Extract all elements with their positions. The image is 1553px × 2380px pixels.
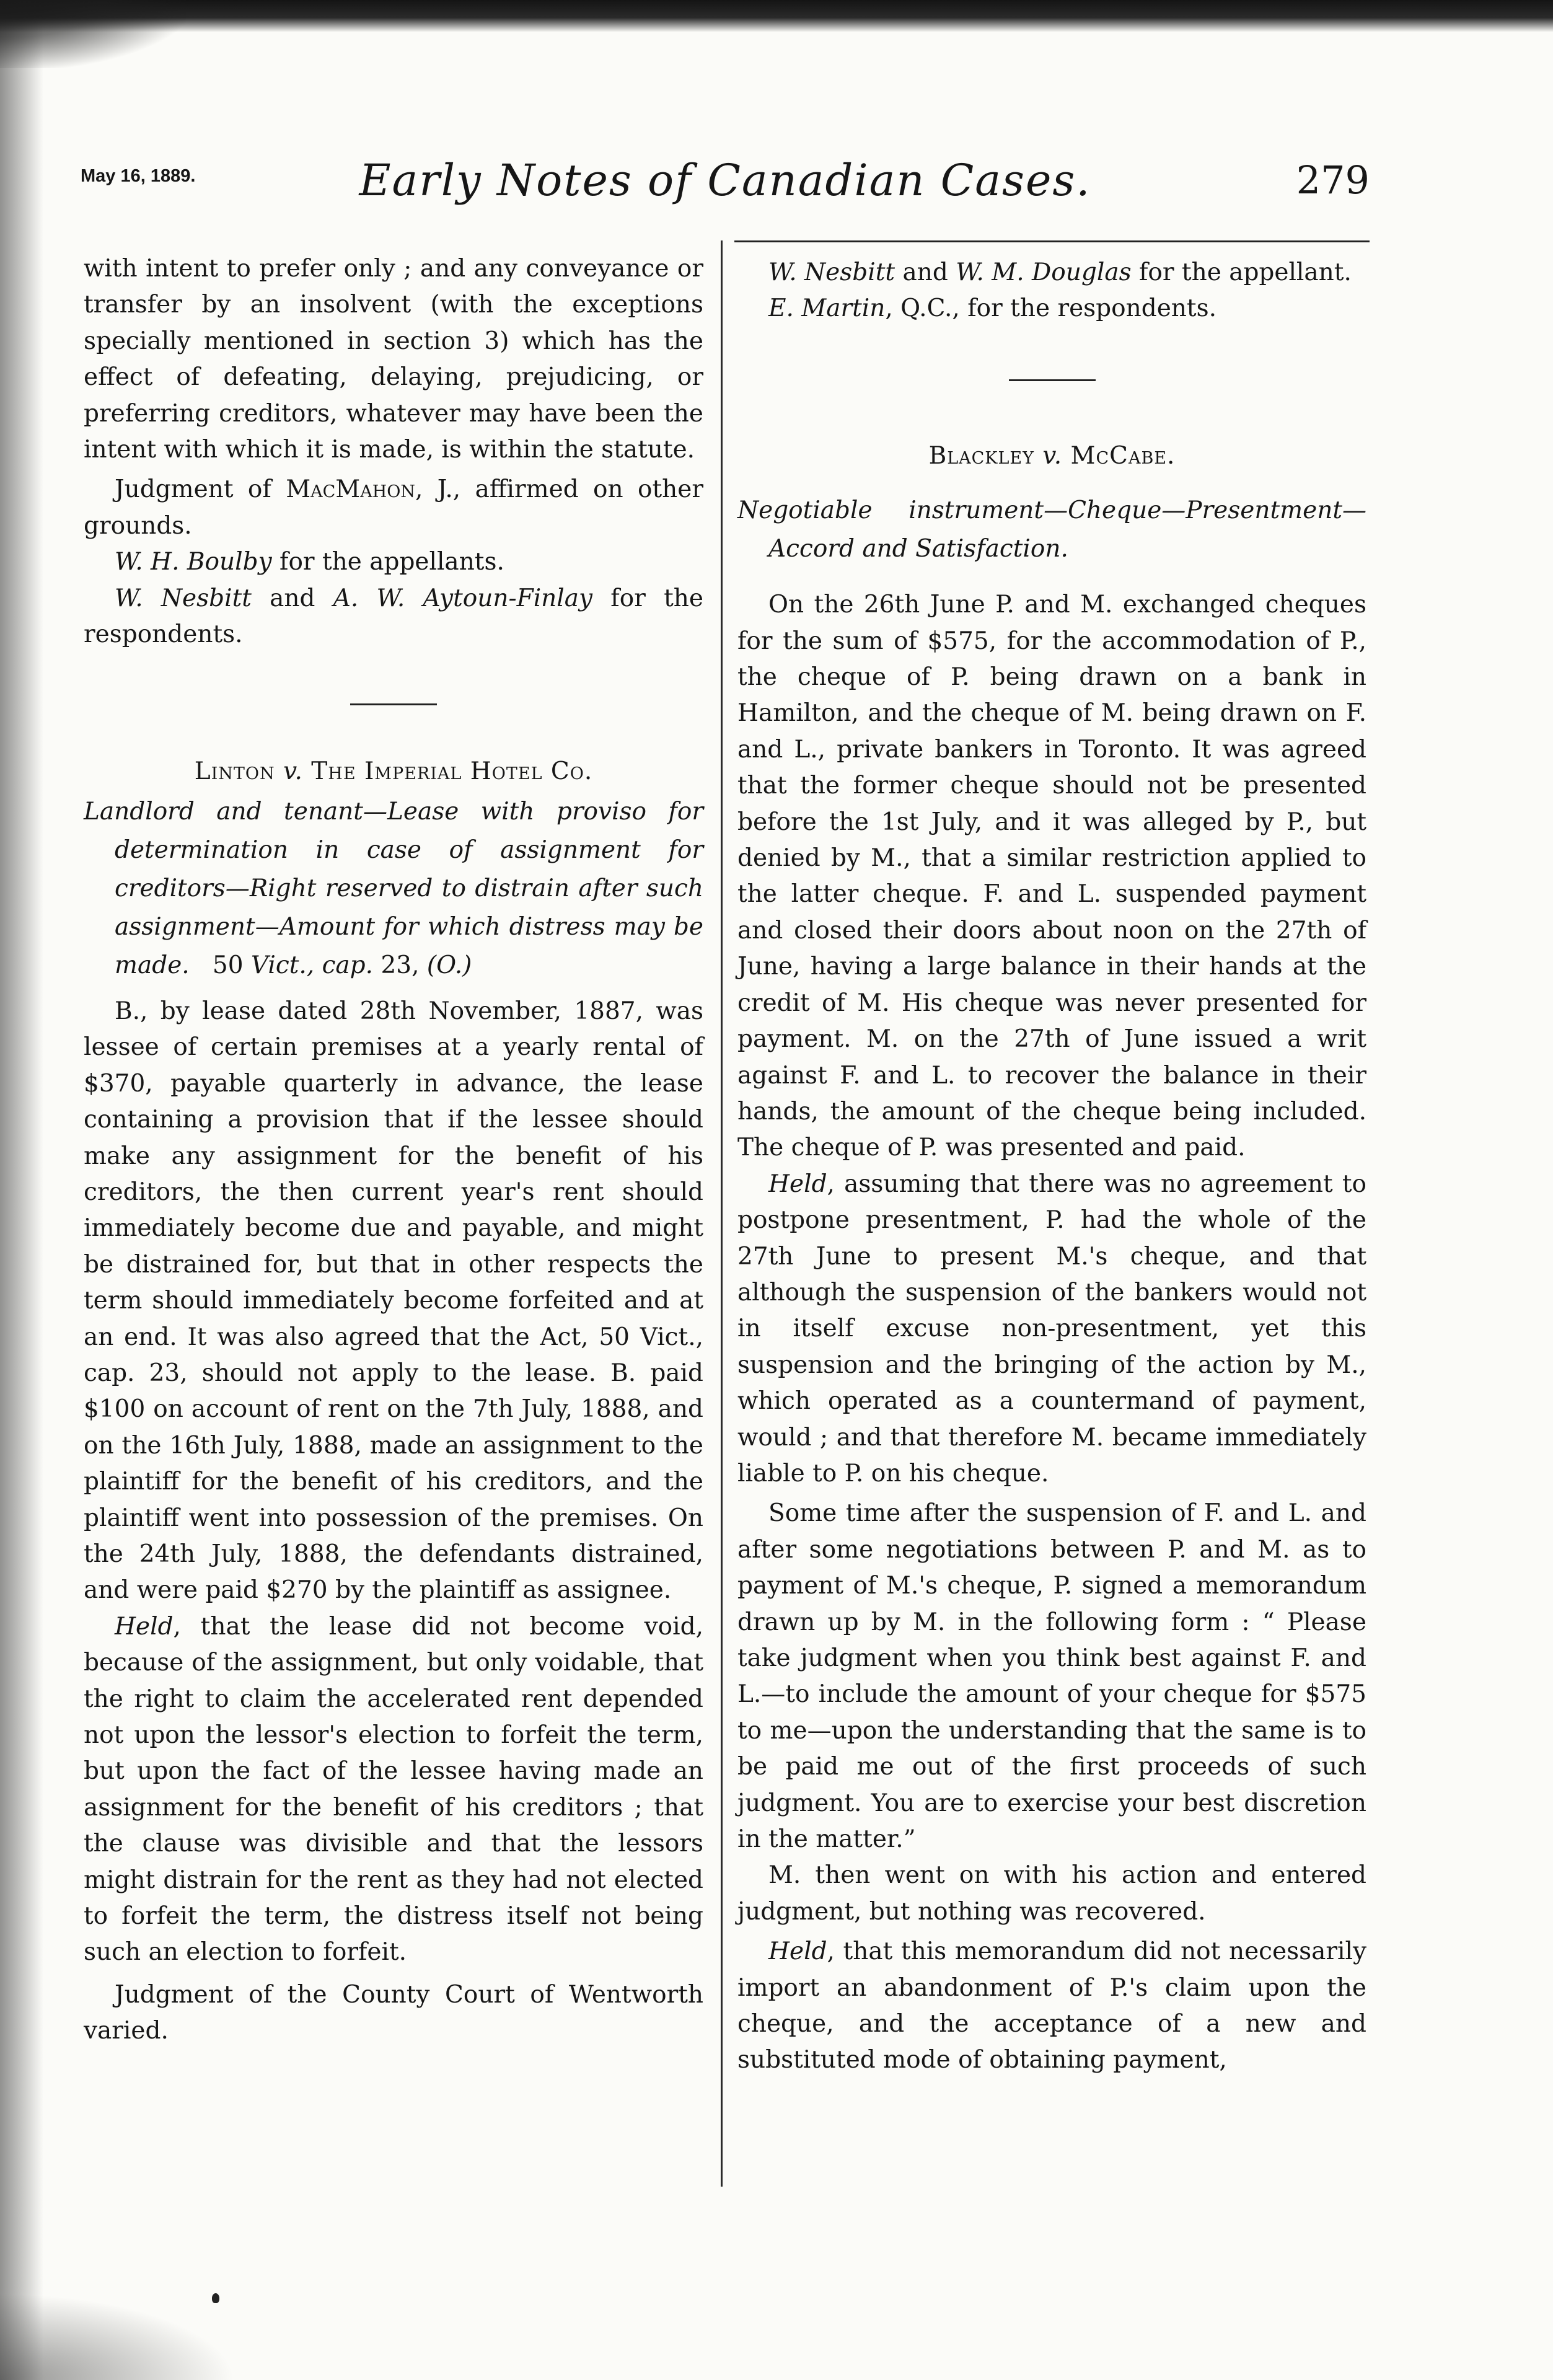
case-title	[84, 754, 703, 790]
final-judgment: Judgment of the County Court of Wentworth varied.	[84, 1980, 703, 2045]
column-divider	[721, 240, 723, 2187]
counsel-name: W. Nesbitt	[768, 258, 895, 286]
case-versus: v.	[283, 757, 303, 786]
counsel-role: for the appellants.	[271, 548, 504, 576]
page-number: 279	[1296, 157, 1370, 203]
headnote-citation-c: 23,	[373, 951, 427, 979]
judge-name: MacMahon	[286, 475, 416, 504]
facts-paragraph: B., by lease dated 28th November, 1887, was lessee of certain premises at a yearly rental of $370, payable quarterly in advance, the lease containing a provision that if the lessee should make any assignment for the benefit of his creditors, the then current year's rent should immediately become due and payable, and might be distrained for, but that in other respects the term should immediately become forfeited and at an end. It was also agreed that the Act, 50 Vict., cap. 23, should not apply to the lease. B. paid $100 on account of rent on the 7th July, 1888, and on the 16th July, 1888, made an assignment to the plaintiff for the benefit of his creditors, and the plaintiff went into possession of the premises. On the 24th July, 1888, the defendants distrained, and were paid $270 by the plaintiff as assignee.	[84, 997, 703, 1605]
counsel-name: E. Martin	[768, 294, 886, 323]
held-label: Held	[768, 1937, 827, 1966]
headnote-citation-b: Vict., cap.	[250, 951, 374, 979]
facts-paragraph: M. then went on with his action and entered judgment, but nothing was recovered.	[737, 1861, 1366, 1926]
case-party: Linton	[194, 757, 284, 786]
ink-mark	[212, 2293, 219, 2303]
counsel-name: W. M. Douglas	[956, 258, 1132, 286]
section-separator	[1009, 379, 1096, 381]
counsel-name: A. W. Aytoun-Finlay	[333, 584, 593, 612]
held-paragraph	[737, 1934, 1366, 2079]
case-versus: v.	[1042, 441, 1063, 470]
held-label: Held	[115, 1612, 174, 1641]
section-separator	[350, 703, 437, 705]
scan-border-top	[0, 0, 1553, 32]
headnote-text: Landlord and tenant—Lease with proviso for determination in case of assignment for creditors—Right reserved to distrain after such assignment—Amount for which distress may be made.	[84, 797, 703, 979]
held-paragraph	[737, 1166, 1366, 1492]
header-rule	[734, 240, 1370, 242]
counsel-role: for the appellant.	[1131, 258, 1352, 286]
scan-border-left	[0, 0, 43, 2380]
counsel-role: for the respondents.	[84, 584, 703, 649]
facts-paragraph: On the 26th June P. and M. exchanged cheques for the sum of $575, for the accommodation of P., the cheque of P. being drawn on a bank in Hamilton, and the cheque of M. being drawn on F. and L., private bankers in Toronto. It was agreed that the former cheque should not be presented before the 1st July, and it was alleged by P., but denied by M., that a similar restriction applied to the latter cheque. F. and L. suspended payment and closed their doors about noon on the 27th of June, having a large balance in their hands at the credit of M. His cheque was never presented for payment. M. on the 27th of June issued a writ against F. and L. to recover the balance in their hands, the amount of the cheque being included. The cheque of P. was presented and paid.	[737, 591, 1366, 1162]
held-text: , that this memorandum did not necessarily import an abandonment of P.'s claim upon the cheque, and the acceptance of a new and substituted mode of obtaining payment,	[737, 1937, 1366, 2074]
counsel-role: , Q.C., for the respondents.	[885, 294, 1216, 323]
counsel-name: W. Nesbitt	[115, 584, 252, 612]
right-column	[737, 251, 1366, 2079]
continuation-paragraph: with intent to prefer only ; and any conveyance or transfer by an insolvent (with the exceptions specially mentioned in section 3) which has the effect of defeating, delaying, prejudicing, or preferring creditors, whatever may have been the intent with which it is made, is within the statute.	[84, 255, 703, 464]
case-party: Blackley	[928, 441, 1043, 470]
headnote-citation-d: (O.)	[426, 951, 472, 979]
scan-corner-shadow	[0, 0, 186, 68]
issue-date: May 16, 1889.	[81, 166, 196, 186]
counsel-line	[737, 291, 1366, 327]
held-text: , that the lease did not become void, because of the assignment, but only voidable, that the right to claim the accelerated rent depended not upon the lessor's election to forfeit the term, but upon the fact of the lessee having made an assignment for the benefit of his creditors ; that the clause was divisible and that the lessors might distrain for the rent as they had not elected to forfeit the term, the distress itself not being such an election to forfeit.	[84, 1612, 703, 1967]
counsel-line	[84, 544, 703, 580]
counsel-line	[84, 581, 703, 653]
scan-corner-shadow-bottom	[0, 2293, 235, 2380]
case-party: McCabe.	[1062, 441, 1176, 470]
judgment-suffix: , J., affirmed on other grounds.	[84, 475, 704, 540]
facts-paragraph: Some time after the suspension of F. and L. and after some negotiations between P. and M. as to payment of M.'s cheque, P. signed a memorandum drawn up by M. in the following form : “ Please take judgment when you think best against F. and L.—to include the amount of your cheque for $575 to me—upon the understanding that the same is to be paid me out of the first proceeds of such judgment. You are to exercise your best discretion in the matter.”	[737, 1499, 1366, 1854]
counsel-line	[737, 255, 1366, 291]
conjunction: and	[251, 584, 333, 612]
left-column	[84, 251, 703, 2050]
conjunction: and	[895, 258, 956, 286]
case-party: The Imperial Hotel Co.	[302, 757, 593, 786]
held-paragraph	[84, 1609, 703, 1971]
held-label: Held	[768, 1170, 827, 1198]
judgment-line	[84, 472, 703, 544]
running-header	[81, 155, 1370, 223]
held-text: , assuming that there was no agreement to postpone presentment, P. had the whole of the 27th June to present M.'s cheque, and that although the suspension of the bankers would not in itself excuse non-presentment, yet this suspension and the bringing of the action by M., which operated as a countermand of payment, would ; and that therefore M. became immediately liable to P. on his cheque.	[737, 1170, 1366, 1488]
headnote-citation-a: 50	[212, 951, 251, 979]
headnote: Negotiable instrument—Cheque—Presentment—Accord and Satisfaction.	[737, 496, 1366, 563]
journal-title: Early Notes of Canadian Cases.	[359, 155, 1091, 206]
judgment-prefix: Judgment of	[115, 475, 286, 504]
counsel-name: W. H. Boulby	[115, 548, 272, 576]
headnote	[84, 793, 703, 985]
case-title	[737, 438, 1366, 474]
